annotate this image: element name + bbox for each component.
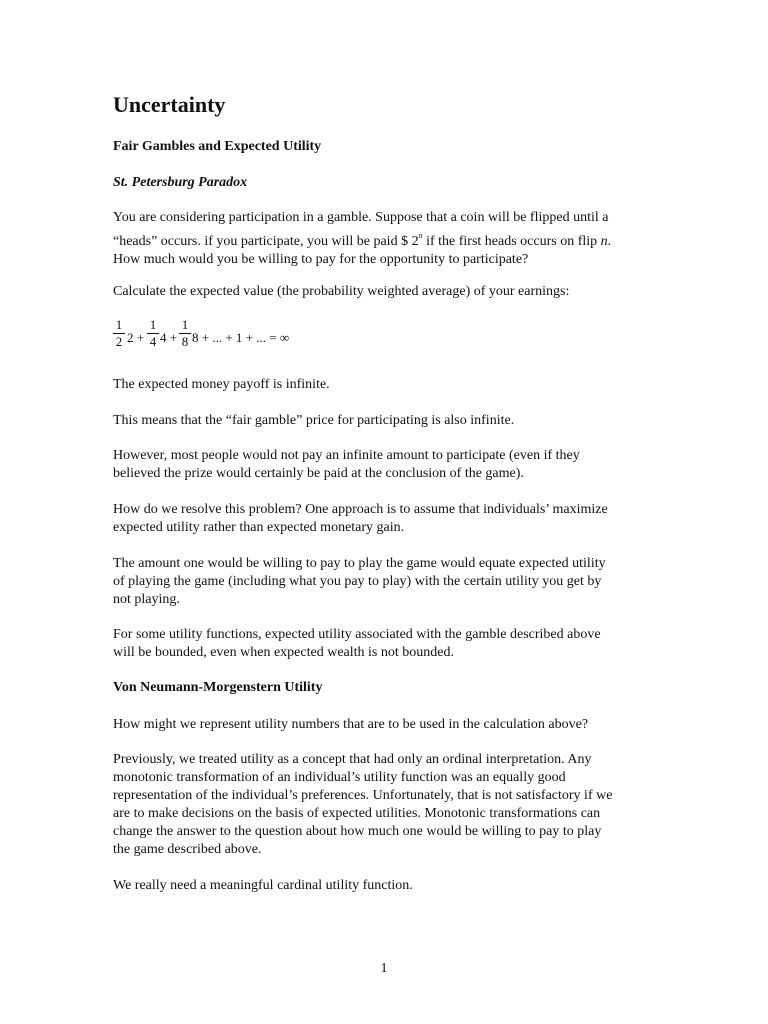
- paragraph-line: will be bounded, even when expected wealth is not bounded.: [113, 645, 454, 660]
- fraction-one-quarter: [147, 318, 159, 349]
- text-fragment: “heads” occurs. if you participate, you will be paid $ 2: [113, 234, 419, 249]
- section-heading-vnm: Von Neumann-Morgenstern Utility: [113, 680, 323, 695]
- exponent-n: n: [418, 231, 423, 240]
- paragraph-line: representation of the individual’s preferences. Unfortunately, that is not satisfactory if we: [113, 788, 613, 803]
- paragraph-infinite-payoff: The expected money payoff is infinite.: [113, 377, 330, 392]
- paragraph-calculate: Calculate the expected value (the probability weighted average) of your earnings:: [113, 284, 570, 299]
- subsection-heading: St. Petersburg Paradox: [113, 175, 248, 190]
- fraction-denominator: 2: [115, 334, 123, 349]
- paragraph-line: of playing the game (including what you pay to play) with the certain utility you get by: [113, 574, 602, 589]
- formula-term: 4 +: [160, 330, 178, 345]
- paragraph-line: How do we resolve this problem? One approach is to assume that individuals’ maximize: [113, 502, 608, 517]
- fraction-numerator: 1: [149, 317, 157, 332]
- paragraph-line: You are considering participation in a gamble. Suppose that a coin will be flipped until a: [113, 210, 609, 225]
- paragraph-line: [113, 227, 658, 251]
- paragraph-line: Previously, we treated utility as a concept that had only an ordinal interpretation. Any: [113, 752, 592, 767]
- paragraph-line: For some utility functions, expected utility associated with the gamble described above: [113, 627, 601, 642]
- text-fragment: .: [607, 234, 612, 249]
- fraction-one-half: [113, 318, 125, 349]
- variable-n: n: [600, 234, 608, 249]
- paragraph-line: How much would you be willing to pay for the opportunity to participate?: [113, 252, 529, 267]
- paragraph-cardinal: We really need a meaningful cardinal utility function.: [113, 878, 413, 893]
- fraction-denominator: 8: [181, 334, 189, 349]
- paragraph-line: However, most people would not pay an infinite amount to participate (even if they: [113, 448, 580, 463]
- paragraph-line: are to make decisions on the basis of expected utilities. Monotonic transformations can: [113, 806, 601, 821]
- paragraph-represent-utility: How might we represent utility numbers that are to be used in the calculation above?: [113, 717, 589, 732]
- paragraph-fair-gamble: This means that the “fair gamble” price for participating is also infinite.: [113, 413, 515, 428]
- paragraph-line: monotonic transformation of an individual’s utility function was an equally good: [113, 770, 566, 785]
- paragraph-resolve: [113, 501, 658, 537]
- fraction-one-eighth: [179, 318, 191, 349]
- paragraph-line: The amount one would be willing to pay to play the game would equate expected utility: [113, 556, 606, 571]
- section-heading: Fair Gambles and Expected Utility: [113, 139, 322, 154]
- paragraph-most-people: [113, 447, 658, 483]
- paragraph-line: not playing.: [113, 592, 180, 607]
- fraction-numerator: 1: [115, 317, 123, 332]
- text-fragment: if the first heads occurs on flip: [422, 234, 601, 249]
- formula-term: 2 +: [127, 330, 145, 345]
- paragraph-line: the game described above.: [113, 842, 262, 857]
- paragraph-line: change the answer to the question about how much one would be willing to pay to play: [113, 824, 602, 839]
- paragraph-willing-to-pay: [113, 555, 658, 609]
- paragraph-line: believed the prize would certainly be paid at the conclusion of the game).: [113, 466, 524, 481]
- page-title: Uncertainty: [113, 92, 226, 117]
- paragraph-gamble-description: [113, 209, 658, 269]
- fraction-denominator: 4: [149, 334, 157, 349]
- paragraph-bounded: [113, 626, 658, 662]
- fraction-numerator: 1: [181, 317, 189, 332]
- formula-term: 8 + ... + 1 + ... = ∞: [192, 330, 290, 345]
- page-number: 1: [380, 961, 388, 976]
- paragraph-line: expected utility rather than expected monetary gain.: [113, 520, 405, 535]
- paragraph-ordinal: [113, 751, 658, 859]
